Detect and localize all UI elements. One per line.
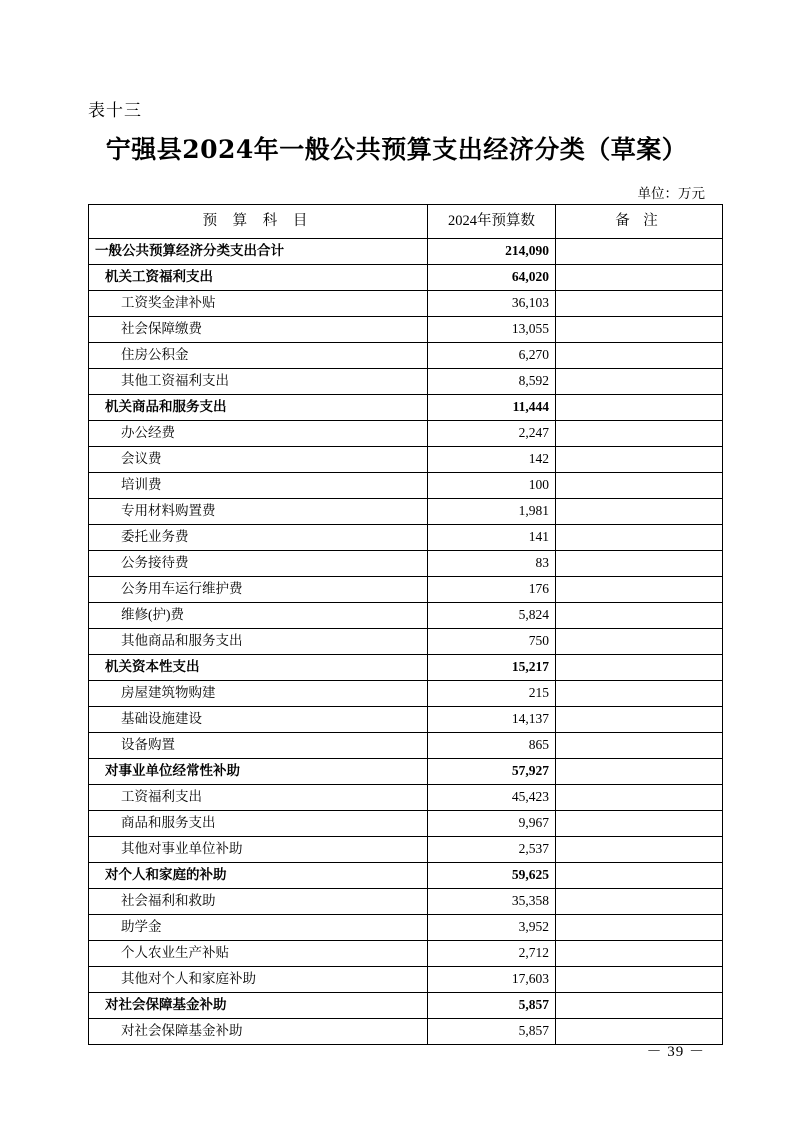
cell-note: [556, 525, 723, 551]
cell-note: [556, 915, 723, 941]
cell-subject: 基础设施建设: [89, 707, 428, 733]
cell-subject: 对社会保障基金补助: [89, 1019, 428, 1045]
page-title: 宁强县2024年一般公共预算支出经济分类（草案）: [105, 135, 688, 164]
cell-amount: 141: [428, 525, 556, 551]
table-row: [89, 577, 723, 603]
cell-amount: 57,927: [428, 759, 556, 785]
table-row: [89, 603, 723, 629]
table-row: [89, 811, 723, 837]
table-header: [89, 205, 723, 239]
cell-note: [556, 421, 723, 447]
cell-amount: 865: [428, 733, 556, 759]
cell-note: [556, 317, 723, 343]
cell-amount: 750: [428, 629, 556, 655]
cell-amount: 36,103: [428, 291, 556, 317]
cell-note: [556, 993, 723, 1019]
cell-note: [556, 629, 723, 655]
table-row: [89, 863, 723, 889]
table-row: [89, 395, 723, 421]
cell-subject: 公务用车运行维护费: [89, 577, 428, 603]
cell-amount: 8,592: [428, 369, 556, 395]
table-row: [89, 655, 723, 681]
column-header-subject: 预 算 科 目: [89, 205, 428, 239]
cell-amount: 15,217: [428, 655, 556, 681]
cell-amount: 215: [428, 681, 556, 707]
cell-subject: 维修(护)费: [89, 603, 428, 629]
column-header-amount: 2024年预算数: [428, 205, 556, 239]
cell-subject: 对社会保障基金补助: [89, 993, 428, 1019]
cell-note: [556, 577, 723, 603]
cell-amount: 2,712: [428, 941, 556, 967]
cell-note: [556, 759, 723, 785]
cell-amount: 2,537: [428, 837, 556, 863]
cell-amount: 5,857: [428, 993, 556, 1019]
cell-amount: 13,055: [428, 317, 556, 343]
cell-amount: 1,981: [428, 499, 556, 525]
cell-subject: 培训费: [89, 473, 428, 499]
cell-note: [556, 239, 723, 265]
cell-note: [556, 785, 723, 811]
cell-note: [556, 369, 723, 395]
cell-subject: 一般公共预算经济分类支出合计: [89, 239, 428, 265]
table-row: [89, 499, 723, 525]
cell-subject: 对事业单位经常性补助: [89, 759, 428, 785]
table-row: [89, 759, 723, 785]
cell-note: [556, 655, 723, 681]
table-row: [89, 551, 723, 577]
cell-amount: 45,423: [428, 785, 556, 811]
cell-amount: 176: [428, 577, 556, 603]
cell-amount: 35,358: [428, 889, 556, 915]
cell-amount: 59,625: [428, 863, 556, 889]
table-label: 表十三: [88, 101, 142, 120]
cell-subject: 公务接待费: [89, 551, 428, 577]
cell-amount: 5,857: [428, 1019, 556, 1045]
cell-subject: 机关资本性支出: [89, 655, 428, 681]
table-row: [89, 1019, 723, 1045]
cell-subject: 房屋建筑物购建: [89, 681, 428, 707]
page-number: － 39 －: [646, 1044, 705, 1060]
cell-note: [556, 681, 723, 707]
cell-note: [556, 889, 723, 915]
cell-amount: 2,247: [428, 421, 556, 447]
cell-note: [556, 473, 723, 499]
cell-subject: 会议费: [89, 447, 428, 473]
cell-note: [556, 811, 723, 837]
cell-note: [556, 863, 723, 889]
cell-subject: 工资奖金津补贴: [89, 291, 428, 317]
table-row: [89, 681, 723, 707]
cell-amount: 14,137: [428, 707, 556, 733]
cell-note: [556, 707, 723, 733]
table-row: [89, 265, 723, 291]
budget-table: [88, 204, 723, 1045]
cell-amount: 9,967: [428, 811, 556, 837]
table-row: [89, 785, 723, 811]
table-row: [89, 837, 723, 863]
table-row: [89, 941, 723, 967]
cell-subject: 机关工资福利支出: [89, 265, 428, 291]
cell-subject: 商品和服务支出: [89, 811, 428, 837]
cell-amount: 5,824: [428, 603, 556, 629]
cell-note: [556, 551, 723, 577]
cell-amount: 11,444: [428, 395, 556, 421]
cell-subject: 其他对事业单位补助: [89, 837, 428, 863]
cell-amount: 17,603: [428, 967, 556, 993]
cell-note: [556, 447, 723, 473]
cell-note: [556, 395, 723, 421]
cell-amount: 6,270: [428, 343, 556, 369]
table-row: [89, 629, 723, 655]
cell-subject: 专用材料购置费: [89, 499, 428, 525]
cell-subject: 社会保障缴费: [89, 317, 428, 343]
cell-subject: 对个人和家庭的补助: [89, 863, 428, 889]
table-row: [89, 967, 723, 993]
cell-subject: 住房公积金: [89, 343, 428, 369]
cell-subject: 助学金: [89, 915, 428, 941]
column-header-note: 备 注: [556, 205, 723, 239]
cell-note: [556, 499, 723, 525]
cell-note: [556, 291, 723, 317]
table-row: [89, 889, 723, 915]
table-row: [89, 239, 723, 265]
table-row: [89, 525, 723, 551]
table-row: [89, 369, 723, 395]
cell-subject: 设备购置: [89, 733, 428, 759]
cell-note: [556, 265, 723, 291]
cell-amount: 142: [428, 447, 556, 473]
cell-note: [556, 837, 723, 863]
table-row: [89, 291, 723, 317]
unit-note: 单位：万元: [637, 186, 705, 201]
cell-amount: 100: [428, 473, 556, 499]
cell-amount: 214,090: [428, 239, 556, 265]
cell-subject: 机关商品和服务支出: [89, 395, 428, 421]
table-row: [89, 343, 723, 369]
table-row: [89, 473, 723, 499]
cell-subject: 委托业务费: [89, 525, 428, 551]
cell-subject: 社会福利和救助: [89, 889, 428, 915]
table-row: [89, 915, 723, 941]
table-row: [89, 993, 723, 1019]
table-header-row: [89, 205, 723, 239]
table-row: [89, 317, 723, 343]
cell-note: [556, 343, 723, 369]
table-row: [89, 707, 723, 733]
cell-amount: 3,952: [428, 915, 556, 941]
cell-note: [556, 603, 723, 629]
table-body: [89, 239, 723, 1045]
cell-subject: 其他对个人和家庭补助: [89, 967, 428, 993]
cell-note: [556, 733, 723, 759]
table-row: [89, 447, 723, 473]
cell-subject: 个人农业生产补贴: [89, 941, 428, 967]
cell-amount: 83: [428, 551, 556, 577]
table-row: [89, 421, 723, 447]
cell-amount: 64,020: [428, 265, 556, 291]
cell-subject: 办公经费: [89, 421, 428, 447]
cell-note: [556, 941, 723, 967]
table-row: [89, 733, 723, 759]
cell-subject: 其他工资福利支出: [89, 369, 428, 395]
cell-note: [556, 967, 723, 993]
cell-subject: 工资福利支出: [89, 785, 428, 811]
cell-subject: 其他商品和服务支出: [89, 629, 428, 655]
